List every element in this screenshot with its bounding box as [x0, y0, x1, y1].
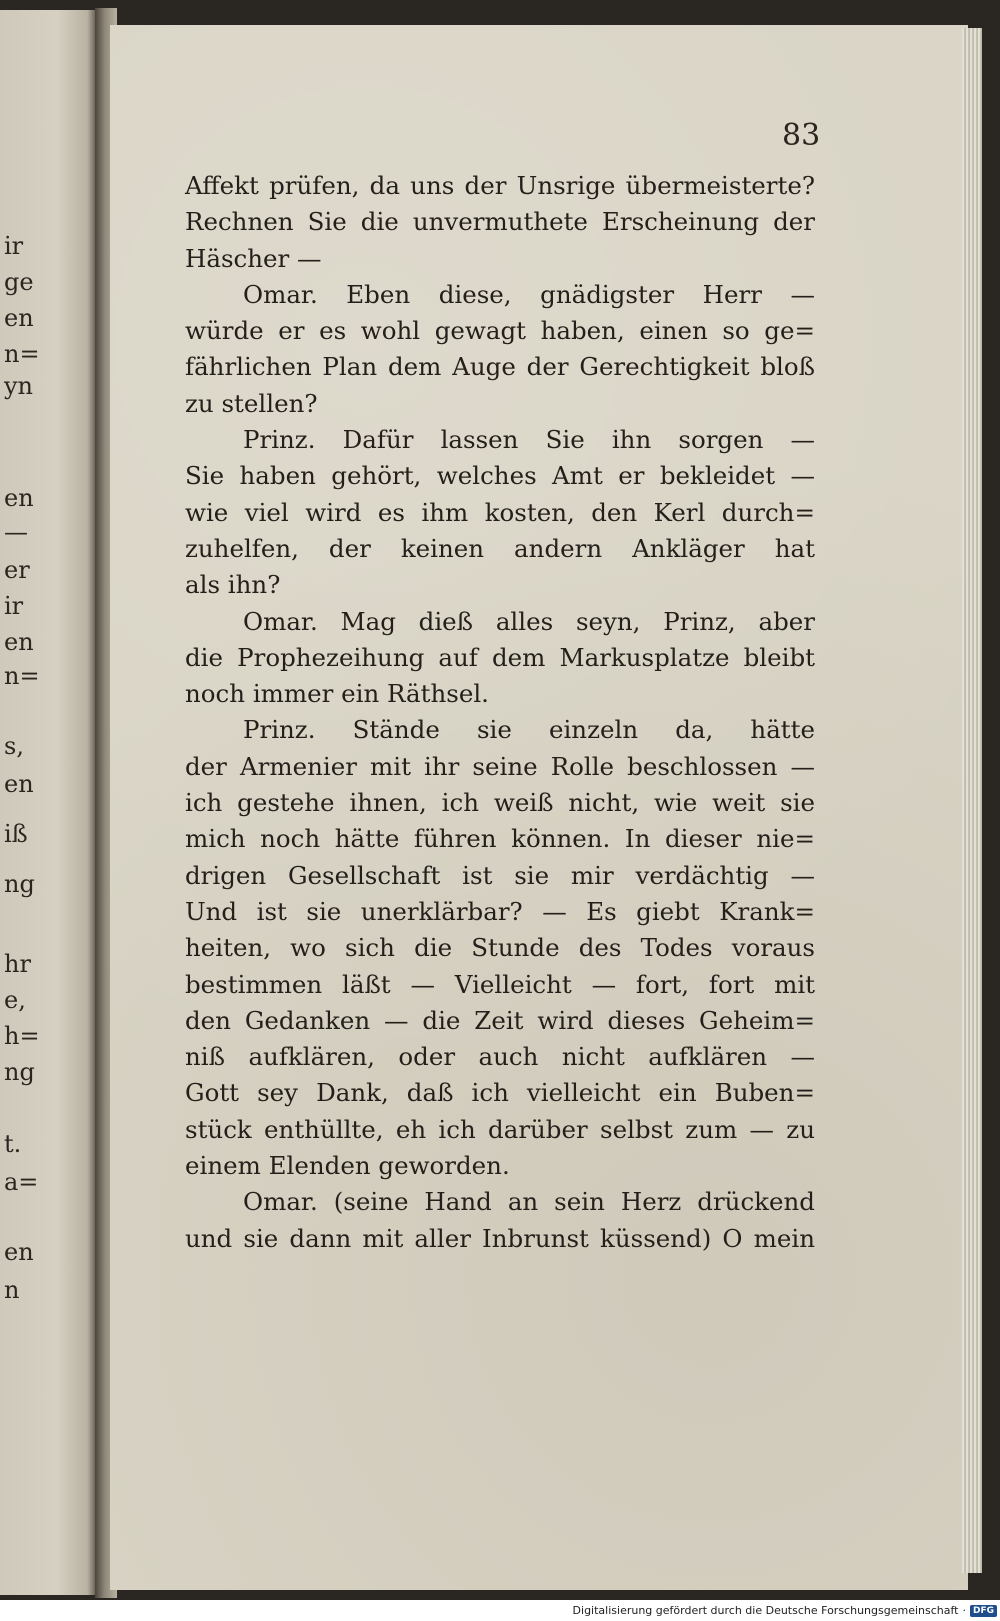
facing-page-fragment: en — [4, 304, 34, 332]
facing-page-fragment: yn — [4, 372, 34, 400]
text-line: zuhelfen, der keinen andern Ankläger hat — [185, 533, 815, 563]
facing-page-fragment: hr — [4, 950, 31, 978]
facing-page-fragment: h= — [4, 1022, 40, 1050]
text-line: Omar. Eben diese, gnädigster Herr — — [243, 279, 815, 309]
facing-page-fragment: n= — [4, 662, 40, 690]
text-line: noch immer ein Räthsel. — [185, 679, 489, 709]
text-line: fährlichen Plan dem Auge der Gerechtigkeit bloß — [185, 352, 815, 382]
facing-page-fragment: en — [4, 770, 34, 798]
text-line: und sie dann mit aller Inbrunst küssend) O mein — [185, 1223, 815, 1253]
text-line: mich noch hätte führen können. In dieser nie= — [185, 824, 815, 854]
text-line: Sie haben gehört, welches Amt er bekleidet — — [185, 461, 815, 491]
text-line: stück enthüllte, eh ich darüber selbst zum — zu — [185, 1114, 815, 1144]
credit-text: Digitalisierung gefördert durch die Deutsche Forschungsgemeinschaft — [572, 1604, 959, 1617]
text-line: Affekt prüfen, da uns der Unsrige übermeisterte? — [185, 171, 815, 200]
text-line: wie viel wird es ihm kosten, den Kerl durch= — [185, 497, 815, 527]
facing-page-fragment: ge — [4, 268, 34, 296]
facing-page-fragment: ng — [4, 870, 35, 898]
facing-page-fragment: n= — [4, 340, 40, 368]
text-line: Prinz. Dafür lassen Sie ihn sorgen — — [243, 425, 815, 455]
facing-page-fragment: n — [4, 1276, 20, 1304]
text-line: bestimmen läßt — Vielleicht — fort, fort mit — [185, 969, 815, 999]
text-line: Und ist sie unerklärbar? — Es giebt Krank= — [185, 896, 815, 926]
facing-page-fragment: s, — [4, 732, 24, 760]
text-line: Omar. Mag dieß alles seyn, Prinz, aber — [243, 606, 815, 636]
text-line: der Armenier mit ihr seine Rolle beschlossen — — [185, 751, 815, 781]
text-line: ich gestehe ihnen, ich weiß nicht, wie weit sie — [185, 788, 815, 818]
facing-page-fragment: er — [4, 556, 30, 584]
text-line: Rechnen Sie die unvermuthete Erscheinung der — [185, 207, 815, 237]
facing-page-fragment: en — [4, 484, 34, 512]
text-line: den Gedanken — die Zeit wird dieses Geheim= — [185, 1005, 815, 1035]
text-line: niß aufklären, oder auch nicht aufklären — — [185, 1042, 815, 1072]
text-line: einem Elenden geworden. — [185, 1151, 510, 1181]
facing-page-fragment: e, — [4, 986, 26, 1014]
dfg-logo: DFG — [970, 1605, 997, 1617]
text-line: Häscher — — [185, 243, 322, 273]
text-line: als ihn? — [185, 570, 281, 600]
facing-page-fragment: en — [4, 628, 34, 656]
page-edges — [962, 28, 982, 1573]
facing-page-fragment: iß — [4, 820, 28, 848]
facing-page-fragment: t. — [4, 1130, 22, 1158]
text-line: zu stellen? — [185, 388, 318, 418]
facing-page-fragment: a= — [4, 1168, 39, 1196]
facing-page-fragment: — — [4, 518, 28, 546]
text-line: Gott sey Dank, daß ich vielleicht ein Buben= — [185, 1078, 815, 1108]
facing-page-fragment: ng — [4, 1058, 35, 1086]
page-number: 83 — [782, 118, 821, 153]
facing-page-fragments — [0, 0, 90, 1600]
footer-credit: Digitalisierung gefördert durch die Deutsche Forschungsgemeinschaft · DFG — [0, 1600, 1000, 1621]
facing-page-fragment: ir — [4, 232, 24, 260]
facing-page-fragment: ir — [4, 592, 24, 620]
facing-page-fragment: en — [4, 1238, 34, 1266]
text-line: drigen Gesellschaft ist sie mir verdächtig — — [185, 860, 815, 890]
text-line: würde er es wohl gewagt haben, einen so ge= — [185, 316, 815, 346]
text-line: heiten, wo sich die Stunde des Todes voraus — [185, 933, 815, 963]
text-line: Prinz. Stände sie einzeln da, hätte — [243, 715, 815, 745]
body-text — [185, 168, 815, 1257]
text-line: Omar. (seine Hand an sein Herz drückend — [243, 1187, 815, 1217]
text-line: die Prophezeihung auf dem Markusplatze bleibt — [185, 642, 815, 672]
